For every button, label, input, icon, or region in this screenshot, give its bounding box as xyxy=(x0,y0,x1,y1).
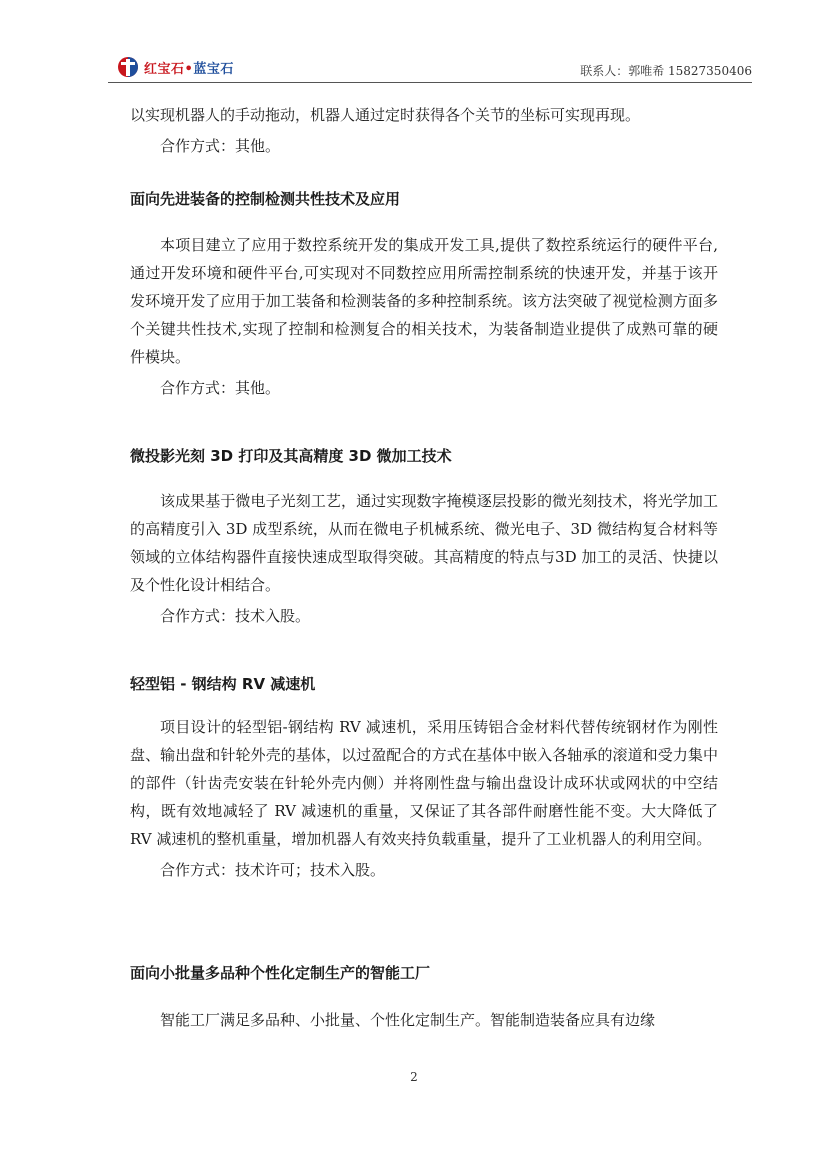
section-title: 面向小批量多品种个性化定制生产的智能工厂 xyxy=(130,964,431,982)
company-logo xyxy=(116,56,234,78)
section-paragraph: 项目设计的轻型铝-钢结构 RV 减速机，采用压铸铝合金材料代替传统钢材作为刚性盘、输出盘和针轮外壳的基体，以过盈配合的方式在基体中嵌入各轴承的滚道和受力集中的部件（针齿壳安装在针轮外壳内侧）并将刚性盘与输出盘设计成环状或网状的中空结构，既有效地减轻了 RV 减速机的重量，又保证了其各部件耐磨性能不变。大大降低了 RV 减速机的整机重量，增加机器人有效夹持负载重量，提升了工业机器人的利用空间。 xyxy=(130,718,718,848)
page-header xyxy=(108,56,752,83)
section-block xyxy=(130,1006,718,1034)
section-paragraph: 该成果基于微电子光刻工艺，通过实现数字掩模逐层投影的微光刻技术，将光学加工的高精度引入 3D 成型系统，从而在微电子机械系统、微光电子、3D 微结构复合材料等领域的立体结构器件直接快速成型取得突破。其高精度的特点与3D 加工的灵活、快捷以及个性化设计相结合。 xyxy=(130,492,718,594)
section-cooperation: 合作方式：其他。 xyxy=(160,379,281,397)
intro-paragraph: 以实现机器人的手动拖动，机器人通过定时获得各个关节的坐标可实现再现。 xyxy=(130,106,641,124)
section-block xyxy=(130,231,718,402)
logo-mark-icon xyxy=(116,56,140,78)
logo-text-red: 红宝石 xyxy=(144,61,185,77)
contact-info: 联系人：郭唯希 15827350406 xyxy=(580,64,752,78)
section-block xyxy=(130,487,718,630)
logo-text-dot: • xyxy=(184,61,194,77)
section-cooperation: 合作方式：技术许可；技术入股。 xyxy=(160,861,386,879)
intro-cooperation: 合作方式：其他。 xyxy=(160,137,281,155)
page-number: 2 xyxy=(410,1070,418,1084)
section-paragraph: 智能工厂满足多品种、小批量、个性化定制生产。智能制造装备应具有边缘 xyxy=(160,1011,656,1029)
intro-block xyxy=(130,101,718,160)
section-title: 面向先进装备的控制检测共性技术及应用 xyxy=(130,190,401,208)
section-block xyxy=(130,713,718,884)
section-title: 微投影光刻 3D 打印及其高精度 3D 微加工技术 xyxy=(130,447,452,465)
section-cooperation: 合作方式：技术入股。 xyxy=(160,607,311,625)
section-paragraph: 本项目建立了应用于数控系统开发的集成开发工具,提供了数控系统运行的硬件平台,通过开发环境和硬件平台,可实现对不同数控应用所需控制系统的快速开发，并基于该开发环境开发了应用于加工装备和检测装备的多种控制系统。该方法突破了视觉检测方面多个关键共性技术,实现了控制和检测复合的相关技术，为装备制造业提供了成熟可靠的硬件模块。 xyxy=(130,236,718,366)
logo-text-blue: 蓝宝石 xyxy=(193,61,234,77)
section-title: 轻型铝 - 钢结构 RV 减速机 xyxy=(130,675,316,693)
logo-text xyxy=(144,58,234,77)
